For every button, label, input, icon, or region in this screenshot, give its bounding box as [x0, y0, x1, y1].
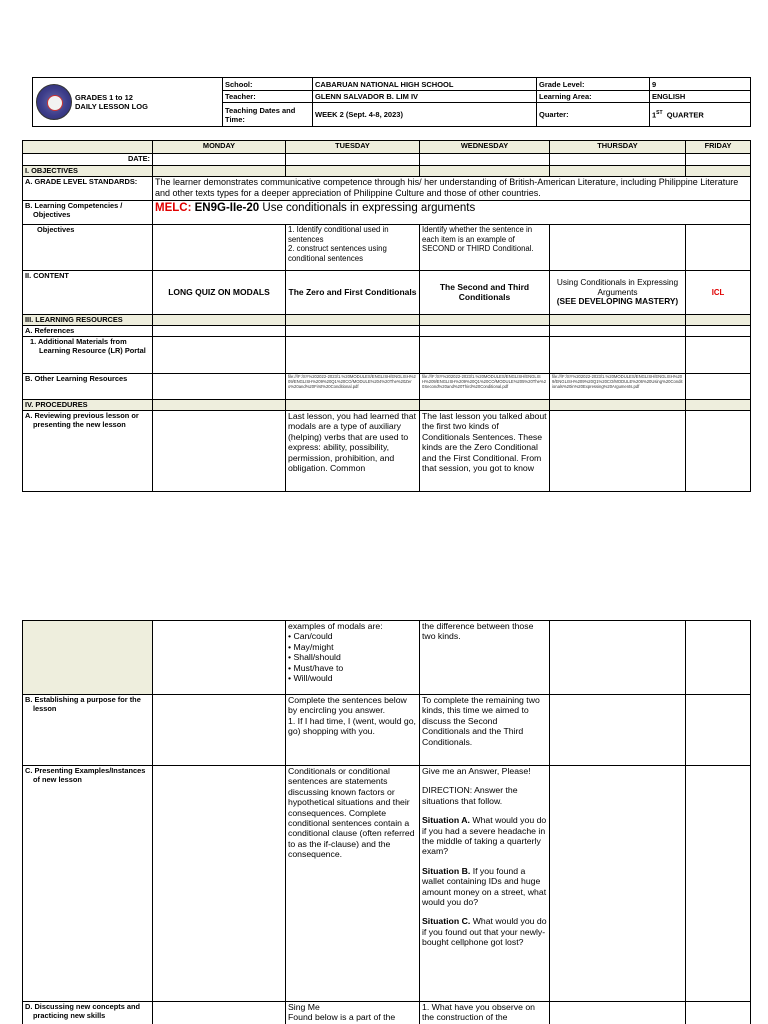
school-value: CABARUAN NATIONAL HIGH SCHOOL — [313, 78, 537, 91]
content-wednesday: The Second and Third Conditionals — [420, 271, 550, 315]
resources-heading: III. LEARNING RESOURCES — [23, 315, 153, 326]
references-label: A. References — [23, 326, 153, 337]
lesson-log-table-continued — [22, 620, 751, 1024]
purpose-label: B. Establishing a purpose for the lesson — [23, 695, 153, 766]
other-resources-label: B. Other Learning Resources — [23, 374, 153, 400]
competencies-label: B. Learning Competencies / Objectives — [23, 201, 153, 225]
content-tuesday: The Zero and First Conditionals — [286, 271, 420, 315]
resource-link-thursday[interactable]: file:///F:/SY%202022-2023/1.%20MODULES/ENGLISH/ENGLISH%209/ENGLISH%209%20Q1%20CO/MODULE%206%20Using%20Conditionals%20in%20Expressing%20Arguments.pdf — [550, 374, 686, 400]
discussing-tuesday: Sing Me Found below is a part of the — [286, 1002, 420, 1024]
grades-label: GRADES 1 to 12 — [75, 93, 133, 102]
additional-materials-label: 1. Additional Materials from Learning Resource (LR) Portal — [23, 337, 153, 374]
learning-area-value: ENGLISH — [650, 91, 751, 103]
presenting-label: C. Presenting Examples/Instances of new lesson — [23, 766, 153, 1002]
purpose-tuesday: Complete the sentences below by encircling you answer. 1. If I had time, I (went, would go, go) shopping with you. — [286, 695, 420, 766]
quarter-label: Quarter: — [537, 103, 650, 127]
melc-tag: MELC: — [155, 202, 192, 214]
dates-value: WEEK 2 (Sept. 4-8, 2023) — [313, 103, 537, 127]
grade-level-label: Grade Level: — [537, 78, 650, 91]
objectives-label: Objectives — [23, 225, 153, 271]
resource-link-tuesday[interactable]: file:///F:/SY%202022-2023/1.%20MODULES/ENGLISH/ENGLISH%209/ENGLISH%209%20Q1%20CO/MODULE%204%20The%20Zero%20and%20First%20Conditional.pdf — [286, 374, 420, 400]
school-label: School: — [223, 78, 313, 91]
presenting-tuesday: Conditionals or conditional sentences are statements discussing known factors or hypothetical situations and their consequences. Complete conditional sentences contain a conditional clause (often referred to as the if-clause) and the consequence. — [286, 766, 420, 1002]
col-monday: MONDAY — [153, 141, 286, 154]
content-friday: ICL — [686, 271, 751, 315]
col-friday: FRIDAY — [686, 141, 751, 154]
objectives-tuesday: 1. Identify conditional used in sentences 2. construct sentences using conditional sentences — [286, 225, 420, 271]
col-tuesday: TUESDAY — [286, 141, 420, 154]
grade-level-standards-label: A. GRADE LEVEL STANDARDS: — [23, 177, 153, 201]
dates-label: Teaching Dates and Time: — [223, 103, 313, 127]
resource-link-wednesday[interactable]: file:///F:/SY%202022-2023/1.%20MODULES/ENGLISH/ENGLISH%209/ENGLISH%209%20Q1%20CO/MODULE%205%20The%20Second%20and%20Third%20Conditional.pdf — [420, 374, 550, 400]
content-heading: II. CONTENT — [23, 271, 153, 315]
objectives-heading: I. OBJECTIVES — [23, 166, 153, 177]
melc-statement — [153, 201, 751, 225]
melc-code: EN9G-IIe-20 — [194, 202, 260, 214]
content-monday: LONG QUIZ ON MODALS — [153, 271, 286, 315]
review-tuesday: Last lesson, you had learned that modals are a type of auxiliary (helping) verbs that are used to express: ability, possibility, permission, prohibition, and obligation. Common — [286, 411, 420, 492]
grade-level-value: 9 — [650, 78, 751, 91]
melc-text: Use conditionals in expressing arguments — [262, 202, 476, 214]
col-thursday: THURSDAY — [550, 141, 686, 154]
learning-area-label: Learning Area: — [537, 91, 650, 103]
procedures-heading: IV. PROCEDURES — [23, 400, 153, 411]
teacher-value: GLENN SALVADOR B. LIM IV — [313, 91, 537, 103]
col-wednesday: WEDNESDAY — [420, 141, 550, 154]
header-title-cell — [33, 78, 223, 127]
grade-level-standards-text: The learner demonstrates communicative competence through his/ her understanding of British-American Literature, including Philippine Literature and other texts types for a deeper appreciation of Philippine Culture and those of other countries. — [153, 177, 751, 201]
continued-wednesday: the difference between those two kinds. — [420, 621, 550, 695]
review-wednesday: The last lesson you talked about the first two kinds of Conditionals Sentences. These kinds are the Zero Conditional and the First Conditional. From that session, you got to know — [420, 411, 550, 492]
discussing-wednesday: 1. What have you observe on the construction of the — [420, 1002, 550, 1024]
purpose-wednesday: To complete the remaining two kinds, this time we aimed to discuss the Second Conditionals and the Third Conditionals. — [420, 695, 550, 766]
objectives-wednesday: Identify whether the sentence in each item is an example of SECOND or THIRD Conditional. — [420, 225, 550, 271]
discussing-label: D. Discussing new concepts and practicing new skills — [23, 1002, 153, 1024]
teacher-label: Teacher: — [223, 91, 313, 103]
modals-list-tuesday: examples of modals are: • Can/could • May/might • Shall/should • Must/have to • Will/would — [286, 621, 420, 695]
corner-cell — [23, 141, 153, 154]
content-thursday: Using Conditionals in Expressing Arguments (SEE DEVELOPING MASTERY) — [550, 271, 686, 315]
header-table — [32, 77, 751, 127]
quarter-value: 1ST QUARTER — [650, 103, 751, 127]
log-title: DAILY LESSON LOG — [75, 102, 148, 111]
reviewing-label: A. Reviewing previous lesson or presenting the new lesson — [23, 411, 153, 492]
presenting-wednesday: Give me an Answer, Please! DIRECTION: Answer the situations that follow. Situation A. What would you do if you had a severe headache in the middle of taking a quarterly exam? Situation B. If you found a wallet containing IDs and huge amount money on a street, what would you do? Situation C. What would you do if you found out that your newly-bought cellphone got lost? — [420, 766, 550, 1002]
lesson-log-table — [22, 140, 751, 492]
date-label: DATE: — [23, 154, 153, 166]
